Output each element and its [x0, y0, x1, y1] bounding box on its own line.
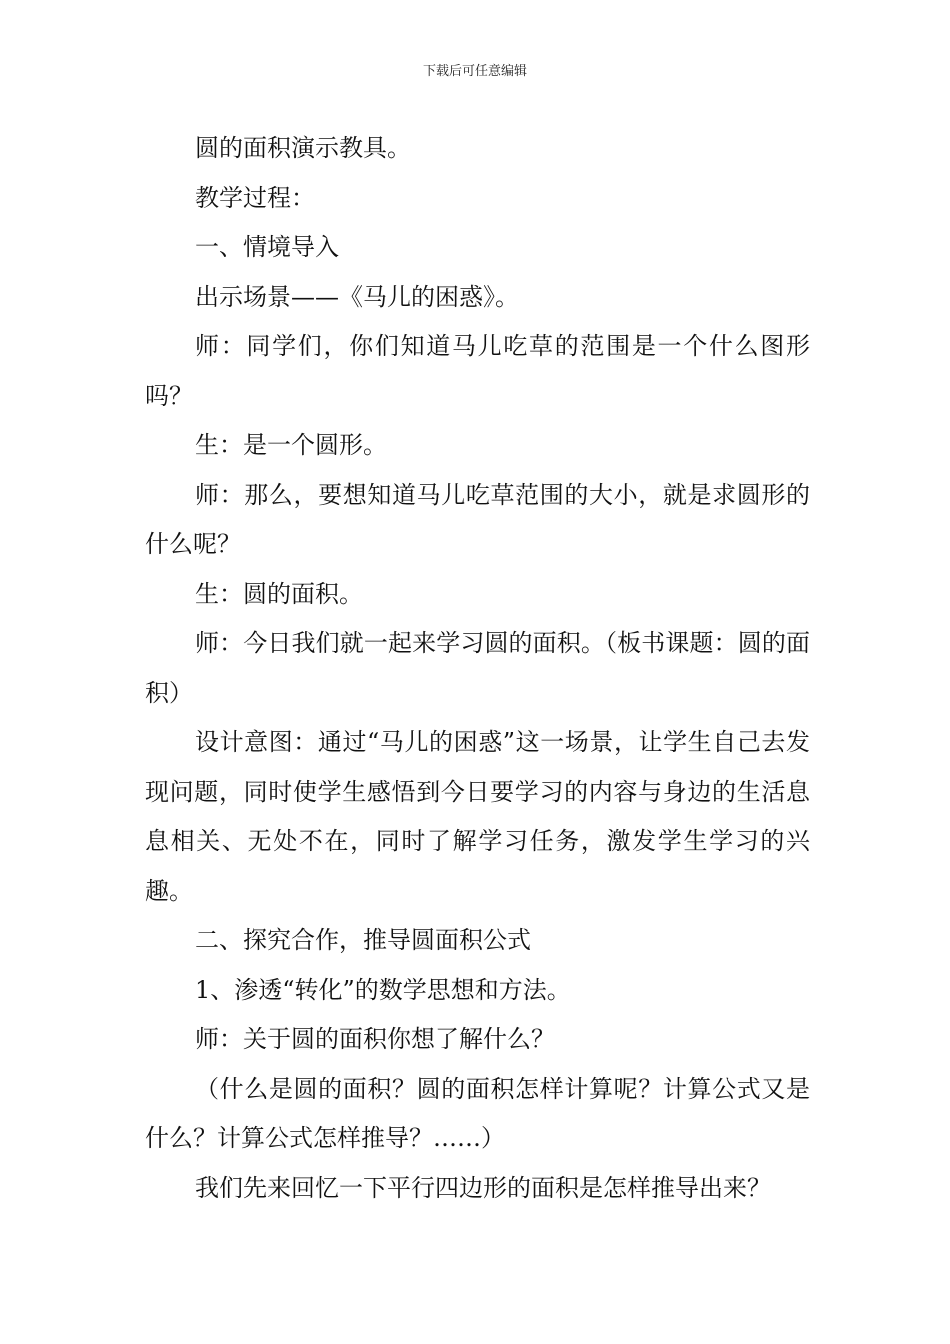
paragraph-recall-parallelogram: 我们先来回忆一下平行四边形的面积是怎样推导出来？	[195, 1173, 771, 1202]
section-heading-explore: 二、探究合作，推导圆面积公式	[195, 926, 531, 954]
paragraph-teacher-question-2: 师：那么，要想知道马儿吃草范围的大小，就是求圆形的什么呢？	[145, 480, 810, 558]
paragraph-teacher-topic: 师：今日我们就一起来学习圆的面积。（板书课题：圆的面积）	[145, 629, 810, 707]
page-header: 下载后可任意编辑	[422, 64, 527, 79]
paragraph-teaching-aids: 圆的面积演示教具。	[195, 134, 411, 162]
document-body	[145, 124, 810, 1213]
paragraph-scene: 出示场景——《马儿的困惑》。	[195, 282, 519, 311]
paragraph-teacher-question-1: 师：同学们，你们知道马儿吃草的范围是一个什么图形吗？	[145, 332, 810, 410]
paragraph-student-answer-1: 生：是一个圆形。	[195, 431, 387, 459]
paragraph-process-heading: 教学过程：	[195, 183, 315, 212]
paragraph-design-intent: 设计意图：通过“马儿的困惑”这一场景，让学生自己去发现问题，同时使学生感悟到今日要学习的内容与身边的生活息息相关、无处不在，同时了解学习任务，激发学生学习的兴趣。	[145, 728, 810, 905]
paragraph-student-questions: （什么是圆的面积？圆的面积怎样计算呢？计算公式又是什么？计算公式怎样推导？……）	[145, 1074, 810, 1152]
subsection-heading-transform: 1、渗透“转化”的数学思想和方法。	[195, 975, 571, 1004]
paragraph-student-answer-2: 生：圆的面积。	[195, 579, 363, 608]
paragraph-teacher-question-3: 师：关于圆的面积你想了解什么？	[195, 1025, 555, 1053]
section-heading-intro: 一、情境导入	[195, 233, 339, 261]
